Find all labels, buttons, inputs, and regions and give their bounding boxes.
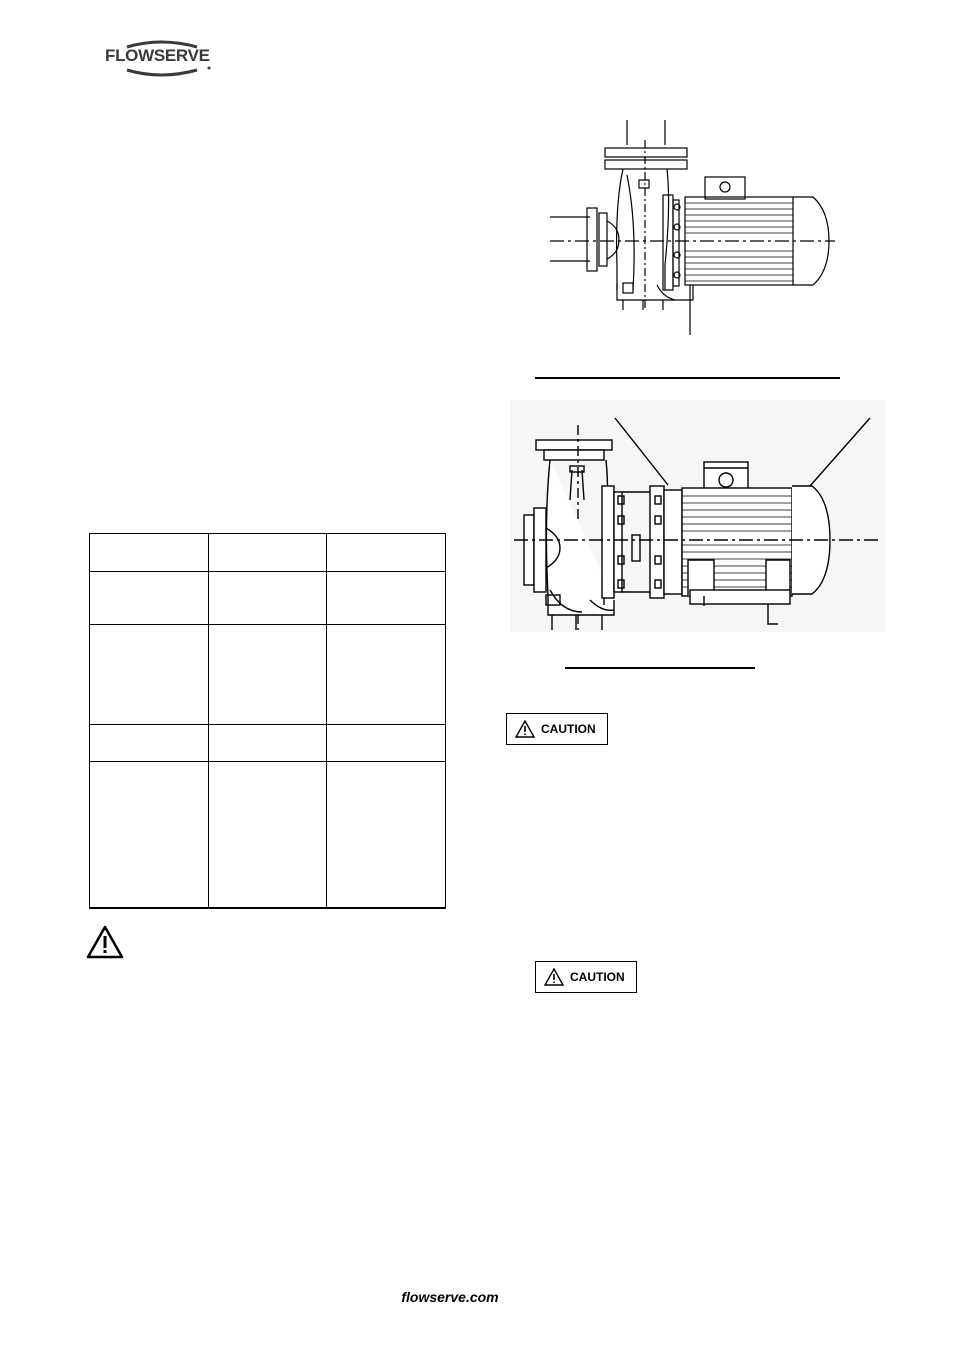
table-cell [209,534,327,572]
table-cell [90,725,209,762]
table-cell [327,534,446,572]
figure-caption-rule-2 [565,667,755,669]
caution-triangle-icon [544,968,564,986]
table-cell [209,572,327,625]
footer [0,1289,954,1305]
table-row [90,725,446,762]
figure-caption-rule [535,377,840,379]
table-row [90,534,446,572]
table-cell [90,762,209,908]
pump-drawing-bottom [510,400,885,632]
table-cell [90,625,209,725]
table-cell [90,534,209,572]
table-cell [209,625,327,725]
pump-drawing-top [545,115,845,340]
table-cell [209,762,327,908]
caution-text: CAUTION [541,722,596,736]
warning-triangle-icon [86,925,124,960]
table-row [90,625,446,725]
table-row [90,572,446,625]
caution-triangle-icon [515,720,535,738]
caution-text: CAUTION [570,970,625,984]
table-row [90,762,446,908]
footer-url[interactable]: flowserve.com [401,1289,499,1305]
table-cell [209,725,327,762]
table-cell [90,572,209,625]
spec-table [89,533,446,909]
caution-label [535,961,637,993]
caution-label [506,713,608,745]
table-cell [327,762,446,908]
logo-text: FLOWSERVE [105,46,210,65]
table-cell [327,625,446,725]
table-cell [327,725,446,762]
flowserve-logo [105,40,217,80]
table-cell [327,572,446,625]
